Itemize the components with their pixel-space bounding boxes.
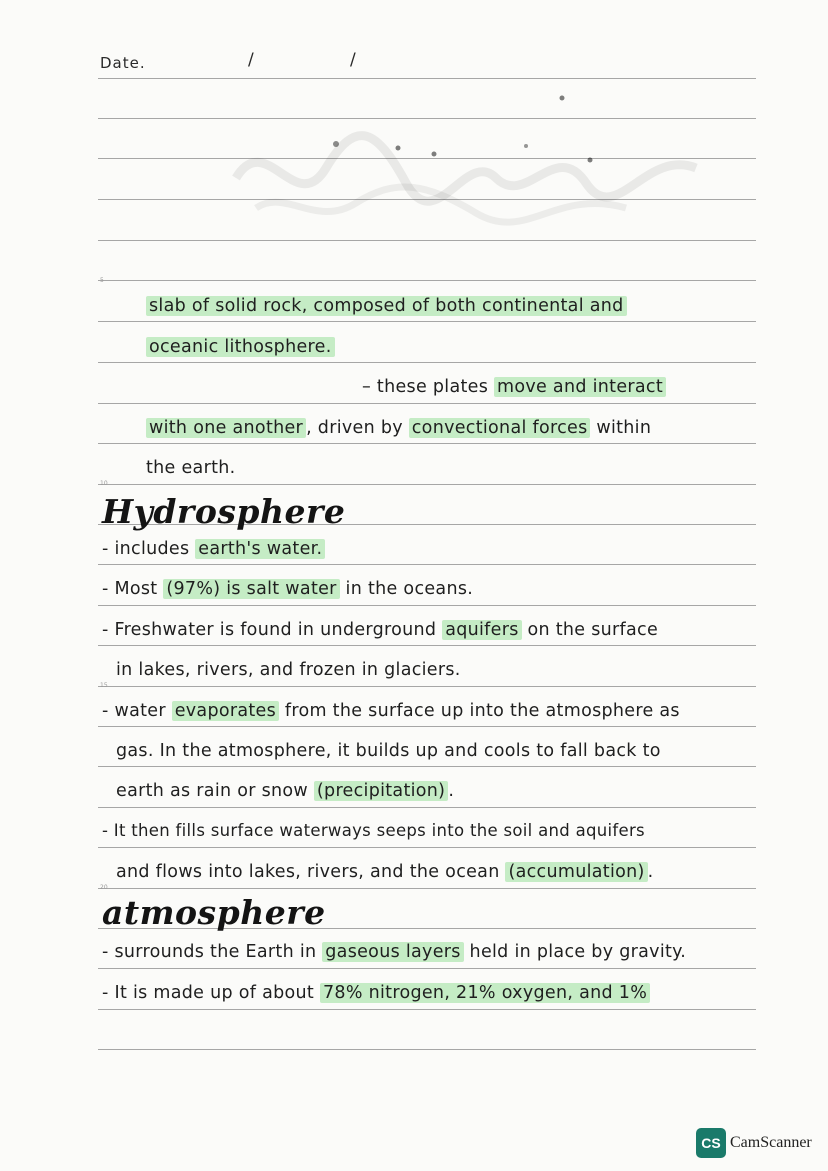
rule-line xyxy=(98,726,756,727)
text-segment: on the surface xyxy=(521,620,659,640)
rule-line xyxy=(98,686,756,687)
rule-line xyxy=(98,1009,756,1010)
line-number: 5 xyxy=(100,277,104,284)
text-segment: - Freshwater is found in underground xyxy=(102,620,443,640)
text-segment-highlight: (accumulation) xyxy=(505,862,647,882)
text-segment: in the oceans. xyxy=(339,579,474,599)
text-segment-highlight: evaporates xyxy=(172,701,279,721)
text-line-13 xyxy=(102,821,645,840)
text-segment: - It is made up of about xyxy=(102,983,320,1003)
text-segment-highlight: gaseous layers xyxy=(322,942,463,962)
text-segment-highlight: with one another xyxy=(146,418,306,438)
rule-line xyxy=(98,807,756,808)
date-slash-2: / xyxy=(350,50,356,70)
text-line-9 xyxy=(116,660,461,680)
text-segment: earth as rain or snow xyxy=(116,781,314,801)
camscanner-brand: CamScanner xyxy=(730,1134,812,1151)
rule-line xyxy=(98,888,756,889)
text-line-5 xyxy=(146,458,235,478)
rule-line xyxy=(98,78,756,79)
rule-line xyxy=(98,645,756,646)
text-segment: oceanic lithosphere. xyxy=(146,337,335,357)
text-segment: – these plates xyxy=(362,377,494,397)
line-number: 15 xyxy=(100,682,108,689)
text-segment-highlight: 78% nitrogen, 21% oxygen, and 1% xyxy=(320,983,650,1003)
text-line-12 xyxy=(116,781,454,801)
text-line-3 xyxy=(362,377,666,397)
text-line-15 xyxy=(102,942,686,962)
text-line-8 xyxy=(102,620,658,640)
text-line-14 xyxy=(116,862,654,882)
text-segment: - includes xyxy=(102,539,196,559)
text-segment-highlight: earth's water. xyxy=(195,539,325,559)
text-segment: . xyxy=(647,862,654,882)
text-segment-highlight: convectional forces xyxy=(409,418,591,438)
rule-line xyxy=(98,1049,756,1050)
date-slash-1: / xyxy=(248,50,254,70)
rule-line xyxy=(98,605,756,606)
text-line-16 xyxy=(102,983,650,1003)
text-segment: - water xyxy=(102,701,172,721)
heading-hydrosphere: Hydrosphere xyxy=(102,492,346,531)
rule-line xyxy=(98,362,756,363)
text-segment: - It then fills surface waterways seeps into the soil and aquifers xyxy=(102,821,645,840)
text-segment-highlight: aquifers xyxy=(442,620,521,640)
text-line-1 xyxy=(146,296,627,316)
line-number: 20 xyxy=(100,884,108,891)
text-segment: and flows into lakes, rivers, and the ocean xyxy=(116,862,506,882)
text-line-4 xyxy=(146,418,651,438)
rule-line xyxy=(98,403,756,404)
date-label: Date. xyxy=(100,54,146,72)
rule-line xyxy=(98,564,756,565)
heading-atmosphere: atmosphere xyxy=(102,893,326,932)
line-number: 10 xyxy=(100,480,108,487)
text-segment-highlight: (precipitation) xyxy=(314,781,448,801)
text-segment-highlight: (97%) is salt water xyxy=(163,579,339,599)
rule-line xyxy=(98,280,756,281)
text-segment: , driven by xyxy=(306,418,409,438)
camscanner-logo-icon: CS xyxy=(696,1128,726,1158)
text-segment: within xyxy=(590,418,652,438)
text-segment: in lakes, rivers, and frozen in glaciers. xyxy=(116,660,461,680)
rule-line xyxy=(98,240,756,241)
rule-line xyxy=(98,847,756,848)
text-segment-highlight: move and interact xyxy=(494,377,666,397)
rule-line xyxy=(98,484,756,485)
text-segment: slab of solid rock, composed of both continental and xyxy=(146,296,627,316)
text-segment: the earth. xyxy=(146,458,236,478)
text-segment: . xyxy=(448,781,455,801)
text-segment: held in place by gravity. xyxy=(463,942,687,962)
text-line-2 xyxy=(146,337,335,357)
rule-line xyxy=(98,443,756,444)
text-line-6 xyxy=(102,539,325,559)
rule-line xyxy=(98,968,756,969)
text-line-7 xyxy=(102,579,473,599)
bleed-through-scribble xyxy=(226,88,706,238)
text-line-11 xyxy=(116,741,661,761)
text-segment: from the surface up into the atmosphere as xyxy=(279,701,680,721)
rule-line xyxy=(98,766,756,767)
text-segment: - surrounds the Earth in xyxy=(102,942,323,962)
text-segment: gas. In the atmosphere, it builds up and cools to fall back to xyxy=(116,741,661,761)
text-line-10 xyxy=(102,701,680,721)
camscanner-watermark xyxy=(696,1128,812,1158)
text-segment: - Most xyxy=(102,579,164,599)
rule-line xyxy=(98,321,756,322)
